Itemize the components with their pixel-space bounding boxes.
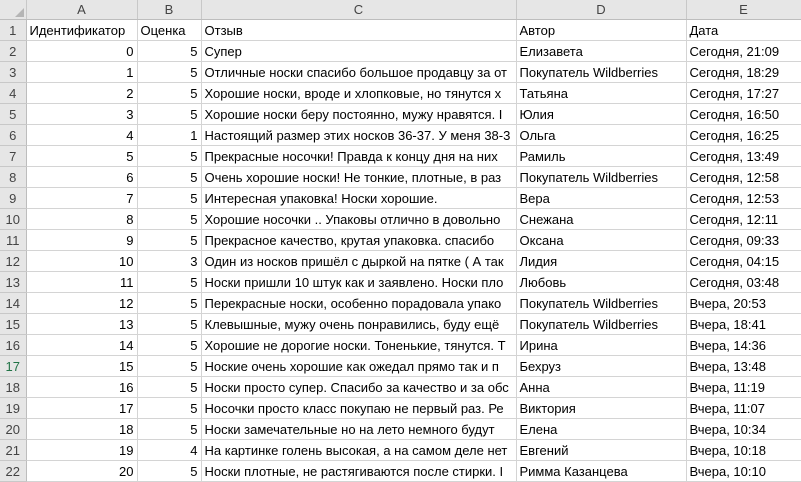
cell-id[interactable]: 12 xyxy=(26,293,137,314)
cell-date[interactable]: Вчера, 13:48 xyxy=(686,356,801,377)
table-row xyxy=(0,41,801,62)
cell-author[interactable]: Рамиль xyxy=(516,146,686,167)
select-all-triangle-icon xyxy=(15,8,24,17)
cell-rating[interactable]: 5 xyxy=(137,41,201,62)
cell-id[interactable]: 14 xyxy=(26,335,137,356)
table-row xyxy=(0,251,801,272)
row-header[interactable]: 20 xyxy=(0,419,26,440)
cell-date[interactable]: Сегодня, 09:33 xyxy=(686,230,801,251)
column-header-a[interactable]: A xyxy=(26,0,137,20)
cell-review[interactable]: Настоящий размер этих носков 36-37. У меня 38-3 xyxy=(201,125,516,146)
cell-rating[interactable]: 5 xyxy=(137,230,201,251)
row-header[interactable]: 2 xyxy=(0,41,26,62)
cell-author[interactable]: Вера xyxy=(516,188,686,209)
row-header[interactable]: 6 xyxy=(0,125,26,146)
cell-author[interactable]: Виктория xyxy=(516,398,686,419)
row-header[interactable]: 4 xyxy=(0,83,26,104)
cell-review-header[interactable]: Отзыв xyxy=(201,20,516,41)
cell-review[interactable]: Перекрасные носки, особенно порадовала упако xyxy=(201,293,516,314)
cell-author[interactable]: Татьяна xyxy=(516,83,686,104)
cell-review[interactable]: Хорошие не дорогие носки. Тоненькие, тянутся. Т xyxy=(201,335,516,356)
cell-rating[interactable]: 5 xyxy=(137,62,201,83)
table-row xyxy=(0,398,801,419)
column-header-c[interactable]: C xyxy=(201,0,516,20)
cell-id[interactable]: 8 xyxy=(26,209,137,230)
cell-date-header[interactable]: Дата xyxy=(686,20,801,41)
cell-author[interactable]: Бехруз xyxy=(516,356,686,377)
cell-author[interactable]: Покупатель Wildberries xyxy=(516,167,686,188)
cell-date[interactable]: Вчера, 14:36 xyxy=(686,335,801,356)
row-header[interactable]: 10 xyxy=(0,209,26,230)
cell-review[interactable]: Носочки просто класс покупаю не первый раз. Ре xyxy=(201,398,516,419)
cell-id-header[interactable]: Идентификатор xyxy=(26,20,137,41)
cell-id[interactable]: 16 xyxy=(26,377,137,398)
cell-id[interactable]: 4 xyxy=(26,125,137,146)
table-row xyxy=(0,125,801,146)
cell-author[interactable]: Лидия xyxy=(516,251,686,272)
cell-review[interactable]: Супер xyxy=(201,41,516,62)
cell-date[interactable]: Вчера, 10:10 xyxy=(686,461,801,482)
cell-review[interactable]: Интересная упаковка! Носки хорошие. xyxy=(201,188,516,209)
row-header[interactable]: 17 xyxy=(0,356,26,377)
cell-review[interactable]: Хорошие носки, вроде и хлопковые, но тянутся х xyxy=(201,83,516,104)
row-header[interactable]: 15 xyxy=(0,314,26,335)
cell-rating[interactable]: 5 xyxy=(137,146,201,167)
cell-rating[interactable]: 5 xyxy=(137,104,201,125)
table-row xyxy=(0,62,801,83)
cell-rating[interactable]: 4 xyxy=(137,440,201,461)
table-row xyxy=(0,293,801,314)
cell-rating[interactable]: 5 xyxy=(137,419,201,440)
cell-author[interactable]: Снежана xyxy=(516,209,686,230)
cell-id[interactable]: 18 xyxy=(26,419,137,440)
cell-review[interactable]: Прекрасные носочки! Правда к концу дня на них xyxy=(201,146,516,167)
row-header[interactable]: 14 xyxy=(0,293,26,314)
cell-author[interactable]: Елена xyxy=(516,419,686,440)
row-header[interactable]: 12 xyxy=(0,251,26,272)
cell-date[interactable]: Сегодня, 18:29 xyxy=(686,62,801,83)
row-header[interactable]: 5 xyxy=(0,104,26,125)
cell-date[interactable]: Сегодня, 17:27 xyxy=(686,83,801,104)
row-header[interactable]: 13 xyxy=(0,272,26,293)
cell-rating[interactable]: 5 xyxy=(137,356,201,377)
cell-id[interactable]: 17 xyxy=(26,398,137,419)
cell-id[interactable]: 10 xyxy=(26,251,137,272)
column-header-b[interactable]: B xyxy=(137,0,201,20)
row-header[interactable]: 1 xyxy=(0,20,26,41)
cell-author[interactable]: Евгений xyxy=(516,440,686,461)
cell-id[interactable]: 1 xyxy=(26,62,137,83)
cell-review[interactable]: Очень хорошие носки! Не тонкие, плотные, в раз xyxy=(201,167,516,188)
table-row xyxy=(0,377,801,398)
column-header-row xyxy=(0,0,801,20)
cell-review[interactable]: Ноские очень хорошие как ожедал прямо так и п xyxy=(201,356,516,377)
cell-id[interactable]: 15 xyxy=(26,356,137,377)
cell-date[interactable]: Сегодня, 12:58 xyxy=(686,167,801,188)
cell-id[interactable]: 2 xyxy=(26,83,137,104)
cell-date[interactable]: Сегодня, 16:25 xyxy=(686,125,801,146)
cell-rating[interactable]: 5 xyxy=(137,83,201,104)
cell-id[interactable]: 19 xyxy=(26,440,137,461)
row-header[interactable]: 18 xyxy=(0,377,26,398)
table-row xyxy=(0,272,801,293)
cell-rating[interactable]: 5 xyxy=(137,335,201,356)
cell-review[interactable]: Отличные носки спасибо большое продавцу за от xyxy=(201,62,516,83)
cell-rating[interactable]: 5 xyxy=(137,167,201,188)
cell-review[interactable]: Хорошие носки беру постоянно, мужу нравятся. I xyxy=(201,104,516,125)
cell-review[interactable]: Один из носков пришёл с дыркой на пятке ( А так xyxy=(201,251,516,272)
cell-author[interactable]: Елизавета xyxy=(516,41,686,62)
cell-review[interactable]: Носки пришли 10 штук как и заявлено. Носки пло xyxy=(201,272,516,293)
cell-author[interactable]: Любовь xyxy=(516,272,686,293)
row-header[interactable]: 16 xyxy=(0,335,26,356)
cell-id[interactable]: 0 xyxy=(26,41,137,62)
table-row xyxy=(0,167,801,188)
cell-date[interactable]: Вчера, 11:19 xyxy=(686,377,801,398)
cell-review[interactable]: Носки плотные, не растягиваются после стирки. I xyxy=(201,461,516,482)
cell-date[interactable]: Сегодня, 12:11 xyxy=(686,209,801,230)
cell-review[interactable]: На картинке голень высокая, а на самом деле нет xyxy=(201,440,516,461)
table-row xyxy=(0,419,801,440)
cell-review[interactable]: Прекрасное качество, крутая упаковка. спасибо xyxy=(201,230,516,251)
cell-rating[interactable]: 5 xyxy=(137,209,201,230)
cell-id[interactable]: 9 xyxy=(26,230,137,251)
cell-date[interactable]: Сегодня, 16:50 xyxy=(686,104,801,125)
cell-review[interactable]: Носки просто супер. Спасибо за качество и за обс xyxy=(201,377,516,398)
cell-author[interactable]: Ирина xyxy=(516,335,686,356)
table-row xyxy=(0,230,801,251)
cell-author[interactable]: Покупатель Wildberries xyxy=(516,62,686,83)
cell-author[interactable]: Анна xyxy=(516,377,686,398)
row-header[interactable]: 22 xyxy=(0,461,26,482)
cell-rating[interactable]: 5 xyxy=(137,314,201,335)
cell-author[interactable]: Ольга xyxy=(516,125,686,146)
table-row xyxy=(0,83,801,104)
cell-author[interactable]: Покупатель Wildberries xyxy=(516,314,686,335)
row-header[interactable]: 21 xyxy=(0,440,26,461)
cell-date[interactable]: Вчера, 11:07 xyxy=(686,398,801,419)
table-row xyxy=(0,104,801,125)
row-header[interactable]: 3 xyxy=(0,62,26,83)
cell-rating[interactable]: 3 xyxy=(137,251,201,272)
table-row xyxy=(0,461,801,482)
row-header[interactable]: 9 xyxy=(0,188,26,209)
table-row xyxy=(0,314,801,335)
cell-date[interactable]: Вчера, 18:41 xyxy=(686,314,801,335)
cell-rating[interactable]: 5 xyxy=(137,398,201,419)
table-row xyxy=(0,20,801,41)
cell-rating[interactable]: 5 xyxy=(137,461,201,482)
cell-date[interactable]: Сегодня, 13:49 xyxy=(686,146,801,167)
cell-review[interactable]: Клевышные, мужу очень понравились, буду ещё xyxy=(201,314,516,335)
cell-id[interactable]: 5 xyxy=(26,146,137,167)
cell-author[interactable]: Юлия xyxy=(516,104,686,125)
cell-date[interactable]: Сегодня, 12:53 xyxy=(686,188,801,209)
cell-rating[interactable]: 5 xyxy=(137,272,201,293)
cell-date[interactable]: Вчера, 20:53 xyxy=(686,293,801,314)
cell-id[interactable]: 7 xyxy=(26,188,137,209)
table-row xyxy=(0,188,801,209)
cell-author[interactable]: Римма Казанцева xyxy=(516,461,686,482)
cell-date[interactable]: Вчера, 10:34 xyxy=(686,419,801,440)
column-header-e[interactable]: E xyxy=(686,0,801,20)
cell-id[interactable]: 6 xyxy=(26,167,137,188)
cell-rating-header[interactable]: Оценка xyxy=(137,20,201,41)
table-row xyxy=(0,146,801,167)
table-row xyxy=(0,335,801,356)
cell-date[interactable]: Сегодня, 04:15 xyxy=(686,251,801,272)
cell-date[interactable]: Сегодня, 21:09 xyxy=(686,41,801,62)
cell-review[interactable]: Хорошие носочки .. Упаковы отлично в довольно xyxy=(201,209,516,230)
cell-id[interactable]: 13 xyxy=(26,314,137,335)
cell-rating[interactable]: 5 xyxy=(137,377,201,398)
row-header[interactable]: 8 xyxy=(0,167,26,188)
cell-date[interactable]: Вчера, 10:18 xyxy=(686,440,801,461)
table-row xyxy=(0,356,801,377)
cell-id[interactable]: 3 xyxy=(26,104,137,125)
select-all-corner[interactable] xyxy=(0,0,26,20)
table-row xyxy=(0,440,801,461)
cell-author[interactable]: Оксана xyxy=(516,230,686,251)
column-header-d[interactable]: D xyxy=(516,0,686,20)
cell-rating[interactable]: 5 xyxy=(137,188,201,209)
cell-id[interactable]: 20 xyxy=(26,461,137,482)
row-header[interactable]: 7 xyxy=(0,146,26,167)
cell-date[interactable]: Сегодня, 03:48 xyxy=(686,272,801,293)
cell-review[interactable]: Носки замечательные но на лето немного будут xyxy=(201,419,516,440)
table-row xyxy=(0,209,801,230)
cell-author[interactable]: Покупатель Wildberries xyxy=(516,293,686,314)
cell-author-header[interactable]: Автор xyxy=(516,20,686,41)
cell-rating[interactable]: 1 xyxy=(137,125,201,146)
row-header[interactable]: 19 xyxy=(0,398,26,419)
cell-id[interactable]: 11 xyxy=(26,272,137,293)
row-header[interactable]: 11 xyxy=(0,230,26,251)
cell-rating[interactable]: 5 xyxy=(137,293,201,314)
